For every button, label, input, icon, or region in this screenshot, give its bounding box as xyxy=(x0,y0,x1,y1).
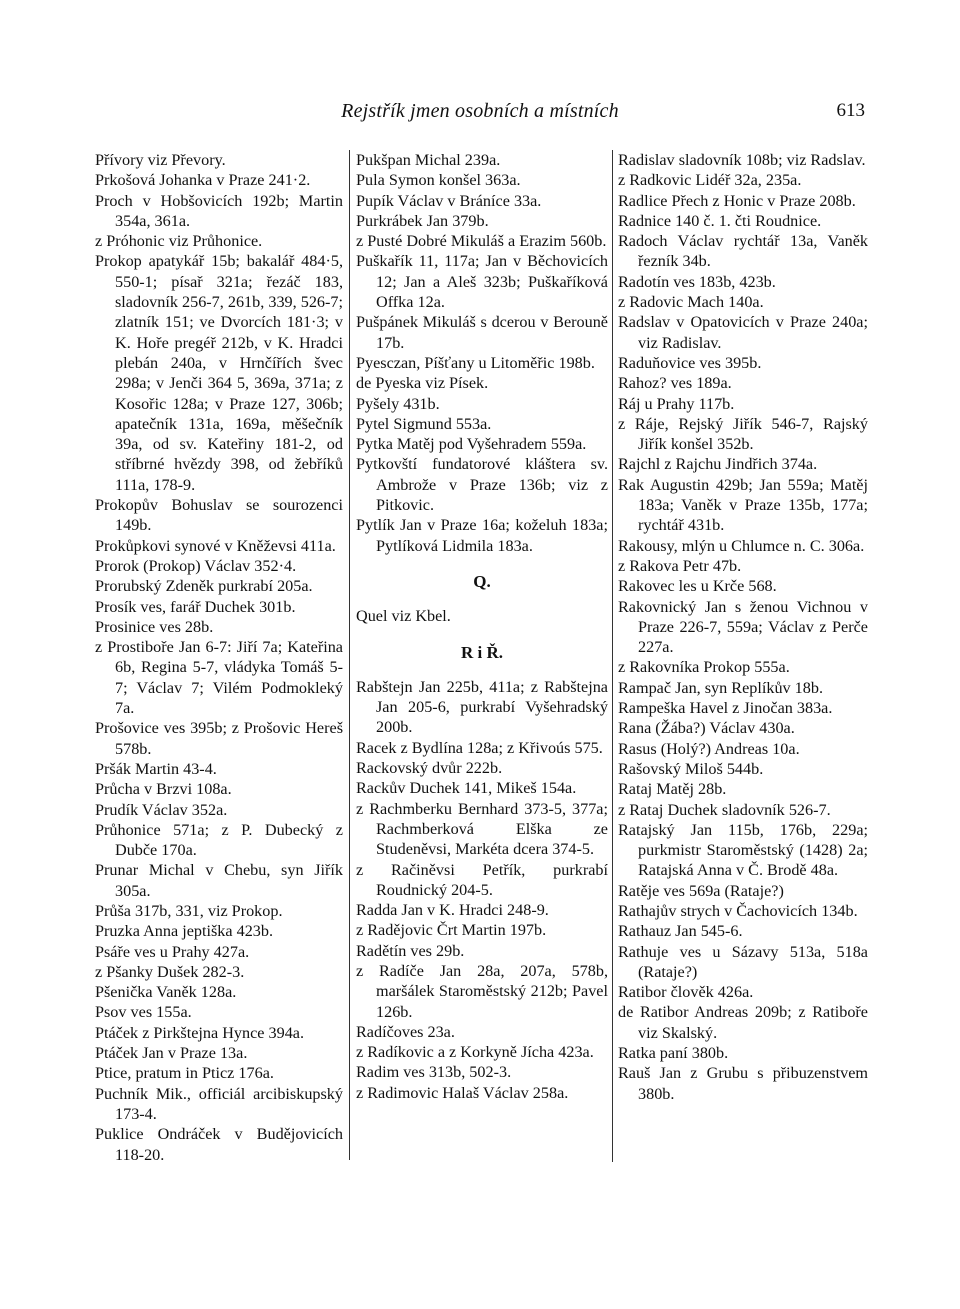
index-entry: Purkrábek Jan 379b. xyxy=(356,211,489,230)
index-entry: Rakovec les u Krče 568. xyxy=(618,577,777,596)
index-entry: Pytka Matěj pod Vyšehradem 559a. xyxy=(356,435,587,454)
index-entry: Prokůpkovi synové v Kněževsi 411a. xyxy=(95,536,336,555)
index-entry: Pšenička Vaněk 128a. xyxy=(95,983,237,1002)
index-entry: z Radíče Jan 28a, 207a, 578b, maršálek Staroměstský 212b; Pavel 126b. xyxy=(356,961,608,1021)
index-entry: Rathuje ves u Sázavy 513a, 518a (Rataje?) xyxy=(618,942,868,981)
index-entry: Radoch Václav rychtář 13a, Vaněk řezník 34b. xyxy=(618,232,868,271)
index-entry: Rampeška Havel z Jinočan 383a. xyxy=(618,699,833,718)
index-entry: Radim ves 313b, 502-3. xyxy=(356,1063,512,1082)
index-entry: Prunar Michal v Chebu, syn Jiřík 305a. xyxy=(95,861,343,900)
index-entry: Rakovnický Jan s ženou Vichnou v Praze 226-7, 559a; Václav z Perče 227a. xyxy=(618,597,868,657)
index-entry: Přívory viz Převory. xyxy=(95,151,226,169)
index-entry: Pytel Sigmund 553a. xyxy=(356,414,492,433)
index-entry: Ptice, pratum in Pticz 176a. xyxy=(95,1064,274,1083)
index-entry: Rackův Duchek 141, Mikeš 154a. xyxy=(356,779,577,798)
index-entry: z Rakovníka Prokop 555a. xyxy=(618,658,790,677)
index-entry: z Rachmberku Bernhard 373-5, 377a; Rachmberková Elška ze Studeněvsi, Markéta dcera 374-5. xyxy=(356,799,608,859)
index-entry: Raduňovice ves 395b. xyxy=(618,353,762,372)
index-column-1 xyxy=(95,150,343,1165)
index-entry: Prkošová Johanka v Praze 241·2. xyxy=(95,171,311,190)
index-entry: Radětín ves 29b. xyxy=(356,941,465,960)
index-entry: Pršák Martin 43-4. xyxy=(95,759,217,778)
index-entry: Prosík ves, farář Duchek 301b. xyxy=(95,597,296,616)
index-entry: Rampač Jan, syn Replíkův 18b. xyxy=(618,678,824,697)
index-entry: Prosinice ves 28b. xyxy=(95,617,214,636)
index-entry: z Próhonic viz Průhonice. xyxy=(95,232,263,251)
index-entry: Rasus (Holý?) Andreas 10a. xyxy=(618,739,800,758)
running-title: Rejstřík jmen osobních a místních xyxy=(341,100,619,122)
index-entry: Pruzka Anna jeptiška 423b. xyxy=(95,922,274,941)
index-entry: Ptáček z Pirkštejna Hynce 394a. xyxy=(95,1023,305,1042)
index-entry: Prorubský Zdeněk purkrabí 205a. xyxy=(95,577,313,596)
index-entry: Průhonice 571a; z P. Dubecký z Dubče 170a. xyxy=(95,820,343,860)
index-entry: Ratka paní 380b. xyxy=(618,1044,729,1063)
index-entry: Rathauz Jan 545-6. xyxy=(618,922,743,941)
index-entry: Rak Augustin 429b; Jan 559a; Matěj 183a; Vaněk v Praze 135b, 177a; rychtář 431b. xyxy=(618,475,868,535)
page-number: 613 xyxy=(836,100,865,121)
index-entry: Radslav v Opatovicích v Praze 240a; viz Radislav. xyxy=(618,313,868,352)
index-entry: Ráj u Prahy 117b. xyxy=(618,394,735,413)
section-heading-q: Q. xyxy=(473,571,491,591)
index-entry: de Pyeska viz Písek. xyxy=(356,374,489,393)
index-entry: Radíčoves 23a. xyxy=(356,1022,455,1041)
index-entry: z Radkovic Lidéř 32a, 235a. xyxy=(618,171,802,190)
index-column-2 xyxy=(356,150,608,1103)
index-entry: Radotín ves 183b, 423b. xyxy=(618,272,776,291)
index-entry: Radislav sladovník 108b; viz Radslav. xyxy=(618,151,866,169)
index-entry: Radlice Přech z Honic v Praze 208b. xyxy=(618,191,856,210)
index-entry: Pyšely 431b. xyxy=(356,394,440,413)
index-entry: Ratibor člověk 426a. xyxy=(618,983,754,1002)
index-entry: z Radimovic Halaš Václav 258a. xyxy=(356,1083,569,1102)
index-entry: Pupík Václav v Bráníce 33a. xyxy=(356,191,542,210)
index-entry: Racek z Bydlína 128a; z Křivoús 575. xyxy=(356,738,603,757)
index-entry: Rakousy, mlýn u Chlumce n. C. 306a. xyxy=(618,536,865,555)
index-entry: z Pusté Dobré Mikuláš a Erazim 560b. xyxy=(356,232,607,251)
index-entry: z Radovic Mach 140a. xyxy=(618,293,764,312)
index-entry: z Račiněvsi Petřík, purkrabí Roudnický 204-5. xyxy=(356,860,608,899)
index-entry: Rataj Matěj 28b. xyxy=(618,780,727,799)
index-entry: z Rataj Duchek sladovník 526-7. xyxy=(618,800,831,819)
index-entry: Radnice 140 č. 1. čti Roudnice. xyxy=(618,211,822,230)
index-entry: z Radíkovic a z Korkyně Jícha 423a. xyxy=(356,1043,594,1062)
index-entry: Ratěje ves 569a (Rataje?) xyxy=(618,881,784,900)
index-entry: Ptáček Jan v Praze 13a. xyxy=(95,1044,248,1063)
column-divider xyxy=(612,150,613,1162)
column-divider xyxy=(349,150,350,1160)
index-entry: z Rakova Petr 47b. xyxy=(618,556,742,575)
index-entry: Psov ves 155a. xyxy=(95,1003,192,1022)
index-entry: Psáře ves u Prahy 427a. xyxy=(95,942,250,961)
index-entry: Prokop apatykář 15b; bakalář 484·5, 550-1; písař 321a; řezáč 183, sladovník 256-7, 261b, 339, 526-7; zlatník 151; ve Dvorcích 181·3; v K. Hoře pregéř 212b, v K. Hradci plebán 240a, v Hrnčířích švec 298a; v Jenči 364 5, 369a, 371a; z Kosořic 128a; v Praze 127, 306b; apatečník 131a, 169a, měšečník 39a, od sv. Kateřiny 181-2, od stříbrné hvězdy 398, od žebříků 111a, 178-9. xyxy=(95,252,343,494)
index-entry: Rajchl z Rajchu Jindřich 374a. xyxy=(618,455,818,474)
index-entry: Radda Jan v K. Hradci 248-9. xyxy=(356,901,549,920)
index-entry: Rana (Žába?) Václav 430a. xyxy=(618,719,795,738)
page-header xyxy=(95,100,865,130)
index-entry: Pušpánek Mikuláš s dcerou v Berouně 17b. xyxy=(356,313,608,352)
index-entry: Pytkovští fundatorové kláštera sv. Ambrože v Praze 136b; viz z Pitkovic. xyxy=(356,455,608,515)
index-entry: Prokopův Bohuslav se sourozenci 149b. xyxy=(95,496,343,535)
index-entry: Pyesczan, Píšťany u Litoměřic 198b. xyxy=(356,353,595,372)
index-entry: z Radějovic Črt Martin 197b. xyxy=(356,921,547,940)
index-entry: Proch v Hobšovicích 192b; Martin 354a, 361a. xyxy=(95,191,343,230)
index-entry: z Ráje, Rejský Jiřík 546-7, Rajský Jiřík konšel 352b. xyxy=(618,414,868,454)
section-heading-r: R i Ř. xyxy=(460,642,504,662)
index-entry: Pula Symon konšel 363a. xyxy=(356,171,521,190)
index-entry: Rackovský dvůr 222b. xyxy=(356,759,503,778)
index-entry: Prudík Václav 352a. xyxy=(95,800,228,819)
index-entry: Quel viz Kbel. xyxy=(356,607,451,626)
index-entry: Puklice Ondráček v Budějovicích 118-20. xyxy=(95,1125,343,1164)
index-column-3 xyxy=(618,150,868,1104)
index-entry: Puchník Mik., officiál arcibiskupský 173-4. xyxy=(95,1084,343,1123)
index-entry: Rahoz? ves 189a. xyxy=(618,374,732,393)
index-entry: z Prostiboře Jan 6-7: Jiří 7a; Kateřina 6b, Regina 5-7, vládyka Tomáš 5-7; Václav 7; Vilém Podmokleký 7a. xyxy=(95,638,343,718)
index-entry: de Ratibor Andreas 209b; z Ratiboře viz Skalský. xyxy=(618,1003,868,1042)
index-entry: Průcha v Brzvi 108a. xyxy=(95,780,232,799)
index-entry: z Pšanky Dušek 282-3. xyxy=(95,962,245,981)
index-entry: Pytlík Jan v Praze 16a; koželuh 183a; Pytlíková Lidmila 183a. xyxy=(356,516,608,555)
index-entry: Rašovský Miloš 544b. xyxy=(618,759,764,778)
index-entry: Rauš Jan z Grubu s přibuzenstvem 380b. xyxy=(618,1064,868,1103)
index-entry: Prošovice ves 395b; z Prošovic Hereš 578b. xyxy=(95,719,343,758)
index-entry: Puškařík 11, 117a; Jan v Běchovicích 12; Jan a Aleš 323b; Puškaříková Offka 12a. xyxy=(356,252,608,312)
index-entry: Rabštejn Jan 225b, 411a; z Rabštejna Jan 205-6, purkrabí Vyšehradský 200b. xyxy=(356,677,608,737)
index-entry: Průša 317b, 331, viz Prokop. xyxy=(95,901,283,920)
index-entry: Rathajův strych v Čachovicích 134b. xyxy=(618,901,858,920)
index-entry: Prorok (Prokop) Václav 352·4. xyxy=(95,556,297,575)
index-entry: Ratajský Jan 115b, 176b, 229a; purkmistr Staroměstský (1428) 2a; Ratajská Anna v Č. Brodě 48a. xyxy=(618,820,868,880)
index-entry: Pukšpan Michal 239a. xyxy=(356,151,501,169)
